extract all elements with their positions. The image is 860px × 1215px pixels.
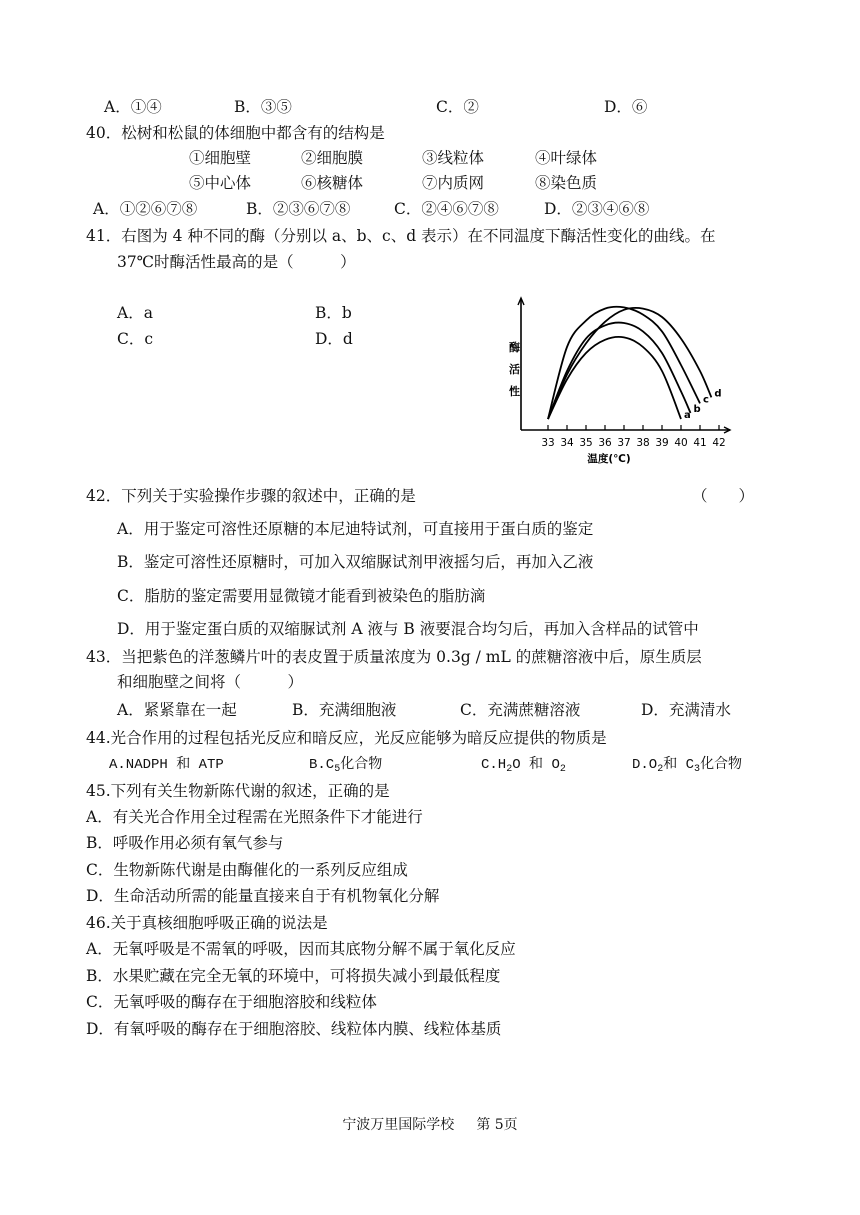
q42-stem: 42．下列关于实验操作步骤的叙述中，正确的是 xyxy=(86,487,416,505)
x-tick-label: 41 xyxy=(693,437,707,449)
q43-option-c: C．充满蔗糖溶液 xyxy=(460,701,581,719)
q46-option-d: D．有氧呼吸的酶存在于细胞溶胶、线粒体内膜、线粒体基质 xyxy=(86,1020,502,1038)
q40-item: ⑥核糖体 xyxy=(301,174,364,192)
curve-a xyxy=(548,337,681,419)
curve-label-b: b xyxy=(693,404,701,415)
x-tick-label: 33 xyxy=(541,437,555,449)
q46-option-a: A．无氧呼吸是不需氧的呼吸，因而其底物分解不属于氧化反应 xyxy=(86,940,516,958)
q46-option-c: C．无氧呼吸的酶存在于细胞溶胶和线粒体 xyxy=(86,993,377,1011)
q44-stem: 44.光合作用的过程包括光反应和暗反应，光反应能够为暗反应提供的物质是 xyxy=(86,729,607,747)
x-tick-label: 35 xyxy=(579,437,593,449)
page-number: 第 5页 xyxy=(476,1117,518,1133)
q41-stem: 41．右图为 4 种不同的酶（分别以 a、b、c、d 表示）在不同温度下酶活性变化的曲线。在 xyxy=(86,227,716,245)
q40-option-c: C．②④⑥⑦⑧ xyxy=(394,200,499,218)
x-axis-label: 温度(℃) xyxy=(587,453,631,465)
x-tick-label: 40 xyxy=(674,437,688,449)
q39-option-c: C．② xyxy=(436,98,479,116)
x-tick-label: 37 xyxy=(617,437,631,449)
y-axis-label: 性 xyxy=(509,385,520,398)
q46-option-b: B．水果贮藏在完全无氧的环境中，可将损失减小到最低程度 xyxy=(86,967,501,985)
q46-stem: 46.关于真核细胞呼吸正确的说法是 xyxy=(86,914,328,932)
school-name: 宁波万里国际学校 xyxy=(342,1117,455,1133)
q43-stem: 43．当把紫色的洋葱鳞片叶的表皮置于质量浓度为 0.3g / mL 的蔗糖溶液中后，原生质层 xyxy=(86,648,702,666)
q40-item: ②细胞膜 xyxy=(301,149,364,167)
x-tick-label: 39 xyxy=(655,437,669,449)
curve-label-a: a xyxy=(684,410,691,421)
q41-option-b: B．b xyxy=(315,304,352,322)
q39-option-a: A．①④ xyxy=(104,98,162,116)
q44-option-b: $B.C_5$化合物 xyxy=(309,757,383,775)
x-tick-label: 34 xyxy=(560,437,574,449)
q40-stem: 40．松树和松鼠的体细胞中都含有的结构是 xyxy=(86,124,385,142)
q41-option-d: D．d xyxy=(315,330,353,348)
q40-option-d: D．②③④⑥⑧ xyxy=(544,200,650,218)
q44-option-c: $C.H_2O$ 和 $O_2$ xyxy=(481,757,566,775)
q43-option-a: A．紧紧靠在一起 xyxy=(117,701,237,719)
q44-option-d: $D.O_2$和 $C_3$化合物 xyxy=(632,757,743,775)
x-tick-label: 38 xyxy=(636,437,650,449)
q41-option-a: A．a xyxy=(117,304,153,322)
page-footer xyxy=(0,1114,860,1134)
q42-option-d: D．用于鉴定蛋白质的双缩脲试剂 A 液与 B 液要混合均匀后，再加入含样品的试管中 xyxy=(117,620,699,638)
q40-item: ⑦内质网 xyxy=(422,174,485,192)
q39-option-d: D．⑥ xyxy=(604,98,648,116)
q40-option-b: B．②③⑥⑦⑧ xyxy=(246,200,351,218)
q42-option-b: B．鉴定可溶性还原糖时，可加入双缩脲试剂甲液摇匀后，再加入乙液 xyxy=(117,553,594,571)
q41-option-c: C．c xyxy=(117,330,154,348)
q43-option-b: B．充满细胞液 xyxy=(292,701,397,719)
y-axis-label: 活 xyxy=(509,363,520,376)
q42-option-c: C．脂肪的鉴定需要用显微镜才能看到被染色的脂肪滴 xyxy=(117,587,486,605)
x-tick-label: 42 xyxy=(712,437,726,449)
q41-stem-cont: 37℃时酶活性最高的是（ ） xyxy=(117,253,356,271)
curve-label-c: c xyxy=(703,394,709,406)
q44-option-a: A.NADPH 和 ATP xyxy=(109,757,224,773)
y-axis-label: 酶 xyxy=(509,341,520,354)
q43-stem-cont: 和细胞壁之间将（ ） xyxy=(117,673,304,691)
q45-stem: 45.下列有关生物新陈代谢的叙述，正确的是 xyxy=(86,782,390,800)
q45-option-a: A．有关光合作用全过程需在光照条件下才能进行 xyxy=(86,808,423,826)
q40-item: ⑧染色质 xyxy=(535,174,598,192)
enzyme-activity-chart xyxy=(505,295,735,465)
q40-option-a: A．①②⑥⑦⑧ xyxy=(93,200,198,218)
q39-option-b: B．③⑤ xyxy=(234,98,292,116)
q40-item: ④叶绿体 xyxy=(535,149,598,167)
q40-item: ⑤中心体 xyxy=(189,174,252,192)
curve-label-d: d xyxy=(714,388,722,400)
q45-option-b: B．呼吸作用必须有氧气参与 xyxy=(86,834,284,852)
q40-item: ③线粒体 xyxy=(422,149,485,167)
x-tick-label: 36 xyxy=(598,437,612,449)
q45-option-c: C．生物新陈代谢是由酶催化的一系列反应组成 xyxy=(86,861,408,879)
q42-answer-paren: （ ） xyxy=(692,487,755,505)
q45-option-d: D．生命活动所需的能量直接来自于有机物氧化分解 xyxy=(86,887,440,905)
q40-item: ①细胞壁 xyxy=(189,149,252,167)
q43-option-d: D．充满清水 xyxy=(641,701,731,719)
q42-option-a: A．用于鉴定可溶性还原糖的本尼迪特试剂，可直接用于蛋白质的鉴定 xyxy=(117,520,594,538)
